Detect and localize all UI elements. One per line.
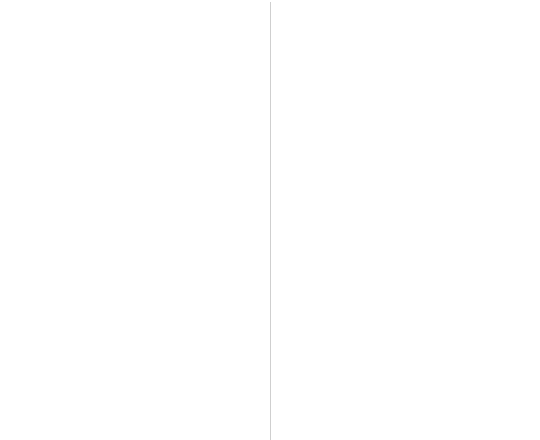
- right-column: [277, 2, 538, 440]
- left-column: [3, 2, 264, 440]
- column-divider: [270, 2, 271, 440]
